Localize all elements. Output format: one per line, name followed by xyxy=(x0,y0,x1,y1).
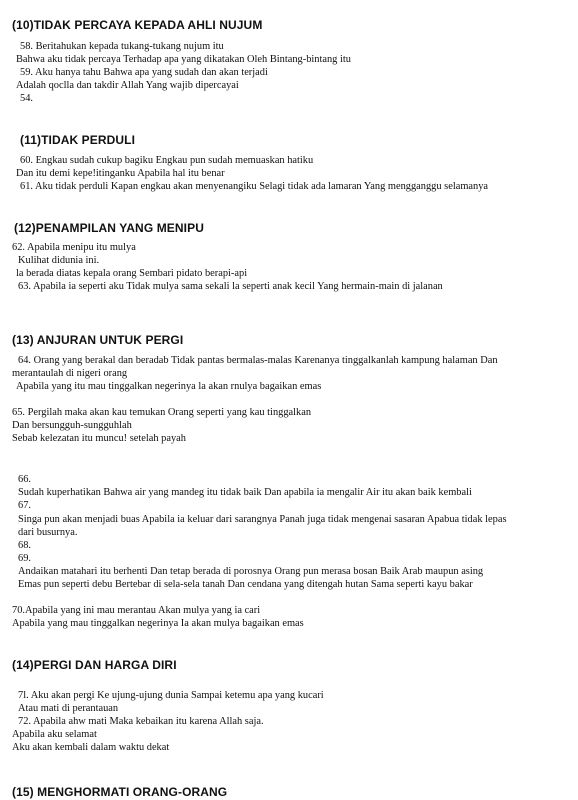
text-line: 72. Apabila ahw mati Maka kebaikan itu karena Allah saja. xyxy=(18,716,264,727)
text-line: 58. Beritahukan kepada tukang-tukang nujum itu xyxy=(20,41,224,52)
text-line: Dan bersungguh-sungguhlah xyxy=(12,420,132,431)
text-line: Apabila yang mau tinggalkan negerinya Ia akan mulya bagaikan emas xyxy=(12,618,304,629)
text-line: Apabila aku selamat xyxy=(12,729,97,740)
text-line: Sebab kelezatan itu muncu! setelah payah xyxy=(12,433,186,444)
text-line: 59. Aku hanya tahu Bahwa apa yang sudah dan akan terjadi xyxy=(20,67,268,78)
text-line: la berada diatas kepala orang Sembari pidato berapi-api xyxy=(16,268,248,279)
text-line: 61. Aku tidak perduli Kapan engkau akan menyenangiku Selagi tidak ada lamaran Yang mengganggu selamanya xyxy=(20,181,489,192)
section-heading: (15) MENGHORMATI ORANG-ORANG xyxy=(12,785,228,799)
text-line: 66. xyxy=(18,474,31,485)
text-line: Adalah qoclla dan takdir Allah Yang wajib dipercayai xyxy=(16,80,239,91)
text-line: merantaulah di nigeri orang xyxy=(12,368,128,379)
text-line: 70.Apabila yang ini mau merantau Akan mulya yang ia cari xyxy=(12,605,261,616)
text-line: 63. Apabila ia seperti aku Tidak mulya sama sekali la seperti anak kecil Yang hermain-main di jalanan xyxy=(18,281,443,292)
text-line: 64. Orang yang berakal dan beradab Tidak pantas bermalas-malas Karenanya tinggalkanlah kampung halaman Dan xyxy=(18,355,498,366)
text-line: 65. Pergilah maka akan kau temukan Orang seperti yang kau tinggalkan xyxy=(12,407,312,418)
text-line: Aku akan kembali dalam waktu dekat xyxy=(12,742,170,753)
text-line: Dan itu demi kepe!itinganku Apabila hal itu benar xyxy=(16,168,225,179)
section-heading: (11)TIDAK PERDULI xyxy=(20,133,136,147)
text-line: Sudah kuperhatikan Bahwa air yang mandeg itu tidak baik Dan apabila ia mengalir Air itu akan baik kembali xyxy=(18,487,472,498)
section-heading: (10)TIDAK PERCAYA KEPADA AHLI NUJUM xyxy=(12,18,263,32)
text-line: Kulihat didunia ini. xyxy=(18,255,100,266)
text-line: 62. Apabila menipu itu mulya xyxy=(12,242,136,253)
text-line: 60. Engkau sudah cukup bagiku Engkau pun sudah memuaskan hatiku xyxy=(20,155,314,166)
section-heading: (12)PENAMPILAN YANG MENIPU xyxy=(14,221,204,235)
text-line: 69. xyxy=(18,553,31,564)
text-line: Singa pun akan menjadi buas Apabila ia keluar dari sarangnya Panah juga tidak mengenai sasaran Apabua tidak lepas xyxy=(18,514,507,525)
text-line: 54. xyxy=(20,93,33,104)
text-line: Bahwa aku tidak percaya Terhadap apa yang dikatakan Oleh Bintang-bintang itu xyxy=(16,54,351,65)
text-line: Atau mati di perantauan xyxy=(18,703,119,714)
text-line: 68. xyxy=(18,540,31,551)
text-line: 7l. Aku akan pergi Ke ujung-ujung dunia Sampai ketemu apa yang kucari xyxy=(18,690,324,701)
text-line: Emas pun seperti debu Bertebar di sela-sela tanah Dan cendana yang ditengah hutan Sama seperti kayu bakar xyxy=(18,579,473,590)
section-heading: (13) ANJURAN UNTUK PERGI xyxy=(12,333,184,347)
section-heading: (14)PERGI DAN HARGA DIRI xyxy=(12,658,177,672)
text-line: dari busurnya. xyxy=(18,527,78,538)
text-line: 67. xyxy=(18,500,31,511)
text-line: Andaikan matahari itu berhenti Dan tetap berada di porosnya Orang pun merasa bosan Baik Arab maupun asing xyxy=(18,566,484,577)
text-line: Apabila yang itu mau tinggalkan negerinya la akan rnulya bagaikan emas xyxy=(16,381,322,392)
